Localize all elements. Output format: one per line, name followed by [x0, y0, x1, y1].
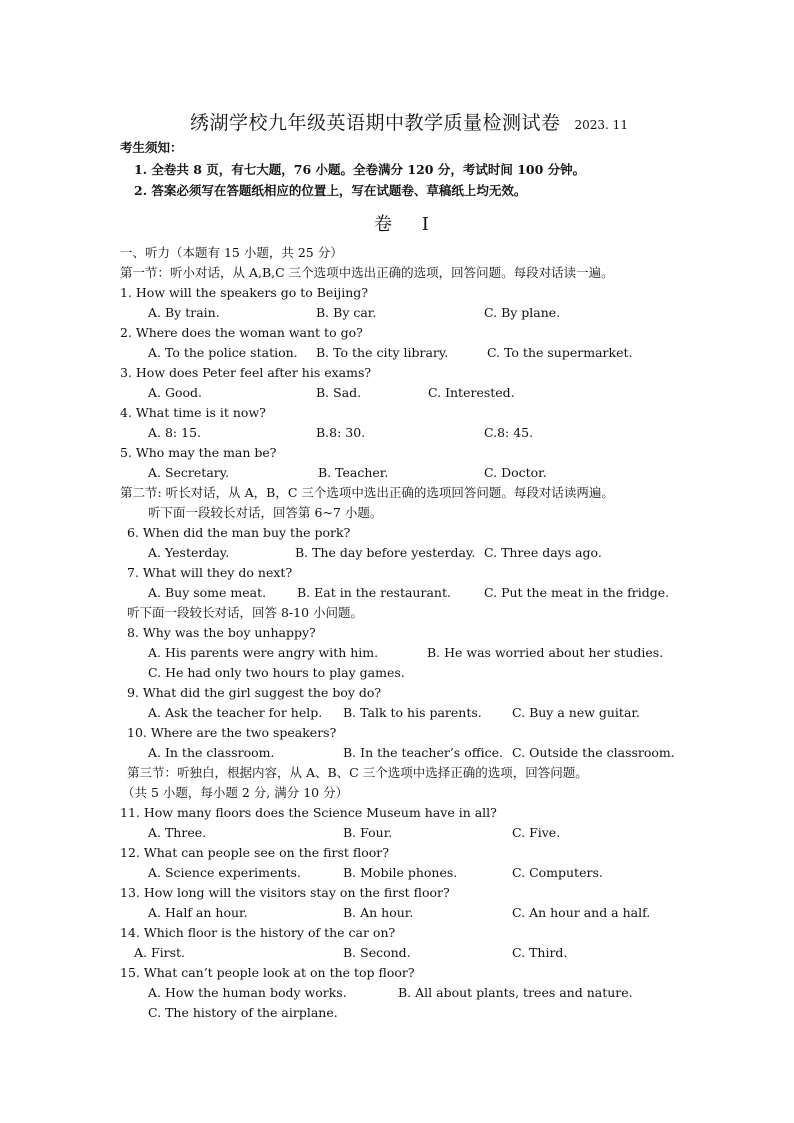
option-a: A. Half an hour.	[148, 905, 248, 920]
option-c: C. Computers.	[512, 865, 603, 880]
question: 5. Who may the man be?	[120, 445, 277, 460]
question: 15. What can’t people look at on the top floor?	[120, 965, 415, 980]
option-a: A. Buy some meat.	[148, 585, 267, 600]
option-a: A. 8: 15.	[148, 425, 201, 440]
option-c: C. The history of the airplane.	[148, 1005, 338, 1020]
part-instruction: 第三节：听独白，根据内容，从 A、B、C 三个选项中选择正确的选项，回答问题。	[127, 765, 588, 780]
exam-header	[190, 108, 628, 135]
option-c: C. By plane.	[484, 305, 561, 320]
question: 2. Where does the woman want to go?	[120, 325, 363, 340]
part-instruction: 第二节: 听长对话，从 A，B，C 三个选项中选出正确的选项回答问题。每段对话读两遍。	[120, 485, 614, 500]
question: 14. Which floor is the history of the car on?	[120, 925, 396, 940]
option-b: B. Eat in the restaurant.	[297, 585, 451, 600]
sub-instruction: 听下面一段较长对话，回答第 6~7 小题。	[148, 505, 383, 520]
option-c: C. Interested.	[428, 385, 515, 400]
question: 11. How many floors does the Science Museum have in all?	[120, 805, 497, 820]
option-a: A. By train.	[148, 305, 220, 320]
option-c: C. To the supermarket.	[487, 345, 633, 360]
volume-heading: 卷 Ⅰ	[374, 214, 441, 235]
option-a: A. To the police station.	[148, 345, 298, 360]
option-b: B. To the city library.	[316, 345, 449, 360]
option-a: A. Secretary.	[148, 465, 230, 480]
question: 9. What did the girl suggest the boy do?	[127, 685, 382, 700]
part-instruction: 第一节：听小对话，从 A,B,C 三个选项中选出正确的选项，回答问题。每段对话读一遍。	[120, 265, 614, 280]
question: 10. Where are the two speakers?	[127, 725, 337, 740]
option-a: A. How the human body works.	[148, 985, 347, 1000]
option-b: B. Sad.	[316, 385, 362, 400]
option-c: C. An hour and a half.	[512, 905, 651, 920]
section-heading: 一、听力（本题有 15 小题，共 25 分）	[120, 245, 343, 260]
sub-instruction: 听下面一段较长对话，回答 8-10 小问题。	[127, 605, 364, 620]
option-b: B. An hour.	[343, 905, 414, 920]
question: 7. What will they do next?	[127, 565, 293, 580]
option-a: A. His parents were angry with him.	[148, 645, 379, 660]
option-c: C. Put the meat in the fridge.	[484, 585, 670, 600]
option-b: B. Second.	[343, 945, 411, 960]
option-b: B. He was worried about her studies.	[427, 645, 664, 660]
option-c: C. Third.	[512, 945, 568, 960]
option-a: A. Good.	[148, 385, 202, 400]
option-c: C. Outside the classroom.	[512, 745, 675, 760]
option-a: A. In the classroom.	[148, 745, 275, 760]
question: 13. How long will the visitors stay on the first floor?	[120, 885, 450, 900]
option-b: B. Talk to his parents.	[343, 705, 482, 720]
option-a: A. Ask the teacher for help.	[148, 705, 323, 720]
question: 1. How will the speakers go to Beijing?	[120, 285, 368, 300]
exam-date: 2023. 11	[574, 118, 628, 132]
exam-title: 绣湖学校九年级英语期中教学质量检测试卷	[190, 112, 561, 134]
option-b: B. By car.	[316, 305, 377, 320]
notice-item: 2. 答案必须写在答题纸相应的位置上，写在试题卷、草稿纸上均无效。	[134, 183, 527, 198]
option-c: C.8: 45.	[484, 425, 534, 440]
question: 6. When did the man buy the pork?	[127, 525, 351, 540]
option-b: B. Teacher.	[318, 465, 389, 480]
option-b: B. All about plants, trees and nature.	[398, 985, 633, 1000]
part-note: （共 5 小题，每小题 2 分, 满分 10 分）	[122, 785, 349, 800]
question: 3. How does Peter feel after his exams?	[120, 365, 372, 380]
option-c: C. Buy a new guitar.	[512, 705, 640, 720]
notice-heading: 考生须知：	[120, 140, 183, 155]
notice-item: 1. 全卷共 8 页，有七大题，76 小题。全卷满分 120 分，考试时间 100 分钟。	[134, 162, 586, 177]
option-a: A. First.	[134, 945, 186, 960]
option-b: B.8: 30.	[316, 425, 366, 440]
option-c: C. Five.	[512, 825, 561, 840]
option-b: B. The day before yesterday.	[295, 545, 476, 560]
question: 4. What time is it now?	[120, 405, 266, 420]
option-a: A. Yesterday.	[148, 545, 230, 560]
option-b: B. In the teacher’s office.	[343, 745, 503, 760]
option-a: A. Three.	[148, 825, 207, 840]
question: 12. What can people see on the first floor?	[120, 845, 389, 860]
option-b: B. Mobile phones.	[343, 865, 458, 880]
option-c: C. Three days ago.	[484, 545, 602, 560]
option-c: C. Doctor.	[484, 465, 547, 480]
option-c: C. He had only two hours to play games.	[148, 665, 405, 680]
option-b: B. Four.	[343, 825, 393, 840]
question: 8. Why was the boy unhappy?	[127, 625, 316, 640]
option-a: A. Science experiments.	[148, 865, 301, 880]
